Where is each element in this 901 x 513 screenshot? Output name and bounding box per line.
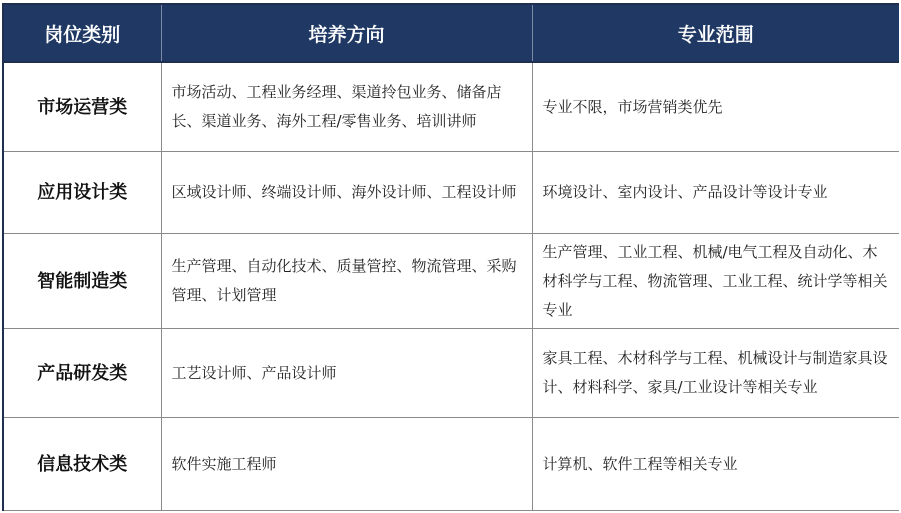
table-row (3, 152, 899, 234)
table-row (3, 418, 899, 511)
row-scope: 家具工程、木材科学与工程、机械设计与制造家具设计、材料科学、家具/工业设计等相关专业 (532, 329, 899, 418)
row-category: 智能制造类 (3, 234, 161, 329)
header-job-category: 岗位类别 (3, 4, 161, 62)
job-category-table (2, 3, 899, 511)
job-category-table-container (2, 3, 899, 513)
row-scope: 计算机、软件工程等相关专业 (532, 418, 899, 511)
header-major-scope: 专业范围 (532, 4, 899, 62)
table-row (3, 62, 899, 152)
header-training-direction: 培养方向 (161, 4, 532, 62)
table-row (3, 234, 899, 329)
row-category: 应用设计类 (3, 152, 161, 234)
row-category: 产品研发类 (3, 329, 161, 418)
row-direction: 区域设计师、终端设计师、海外设计师、工程设计师 (161, 152, 532, 234)
row-category: 信息技术类 (3, 418, 161, 511)
row-direction: 工艺设计师、产品设计师 (161, 329, 532, 418)
row-category: 市场运营类 (3, 62, 161, 152)
row-scope: 专业不限，市场营销类优先 (532, 62, 899, 152)
row-direction: 市场活动、工程业务经理、渠道拎包业务、储备店长、渠道业务、海外工程/零售业务、培训讲师 (161, 62, 532, 152)
row-direction: 生产管理、自动化技术、质量管控、物流管理、采购管理、计划管理 (161, 234, 532, 329)
row-direction: 软件实施工程师 (161, 418, 532, 511)
table-row (3, 329, 899, 418)
table-header-row (3, 4, 899, 62)
row-scope: 生产管理、工业工程、机械/电气工程及自动化、木材科学与工程、物流管理、工业工程、统计学等相关专业 (532, 234, 899, 329)
row-scope: 环境设计、室内设计、产品设计等设计专业 (532, 152, 899, 234)
